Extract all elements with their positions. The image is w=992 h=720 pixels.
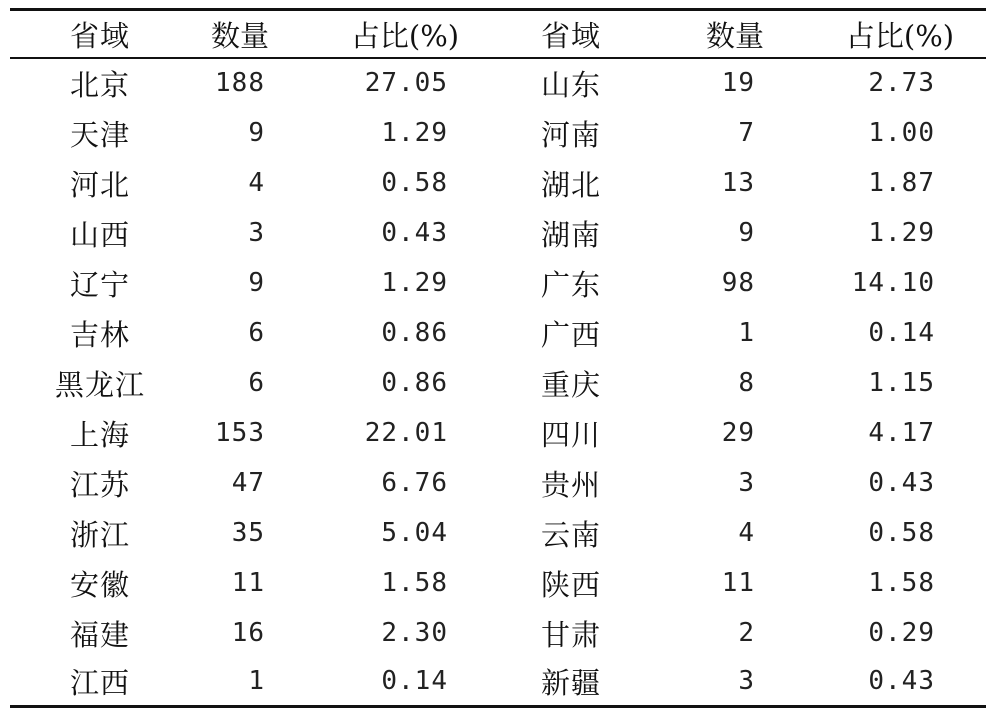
count-cell: 188 — [215, 68, 265, 98]
table-row — [10, 508, 986, 558]
share-cell: 1.58 — [868, 568, 935, 598]
province-cell: 安徽 — [69, 567, 130, 602]
count-cell: 98 — [721, 268, 755, 298]
share-cell: 2.73 — [868, 68, 935, 98]
province-cell: 黑龙江 — [54, 367, 145, 402]
table-row — [10, 108, 986, 158]
province-table — [10, 8, 986, 708]
share-cell: 5.04 — [381, 518, 448, 548]
count-cell: 19 — [721, 68, 755, 98]
province-cell: 湖北 — [540, 167, 601, 202]
count-cell: 3 — [738, 666, 755, 696]
share-cell: 22.01 — [364, 418, 448, 448]
share-cell: 14.10 — [851, 268, 935, 298]
table-row — [10, 308, 986, 358]
table-header-row — [10, 11, 986, 57]
province-cell: 广西 — [540, 317, 601, 352]
header-count-2: 数量 — [705, 18, 764, 53]
count-cell: 9 — [248, 268, 265, 298]
province-cell: 天津 — [69, 117, 130, 152]
share-cell: 0.58 — [868, 518, 935, 548]
share-cell: 1.29 — [868, 218, 935, 248]
share-cell: 0.86 — [381, 318, 448, 348]
province-cell: 福建 — [69, 617, 130, 652]
share-cell: 1.15 — [868, 368, 935, 398]
share-cell: 27.05 — [364, 68, 448, 98]
table-row — [10, 358, 986, 408]
province-cell: 吉林 — [69, 317, 130, 352]
share-cell: 0.43 — [868, 666, 935, 696]
count-cell: 9 — [248, 118, 265, 148]
count-cell: 16 — [231, 618, 265, 648]
count-cell: 3 — [738, 468, 755, 498]
province-cell: 广东 — [540, 267, 601, 302]
table-row — [10, 608, 986, 658]
share-cell: 0.43 — [868, 468, 935, 498]
province-cell: 贵州 — [540, 467, 601, 502]
province-cell: 江西 — [69, 665, 130, 700]
count-cell: 4 — [738, 518, 755, 548]
table-bottom-rule — [10, 705, 986, 708]
count-cell: 13 — [721, 168, 755, 198]
province-cell: 甘肃 — [540, 617, 601, 652]
count-cell: 8 — [738, 368, 755, 398]
count-cell: 9 — [738, 218, 755, 248]
count-cell: 153 — [215, 418, 265, 448]
province-cell: 湖南 — [540, 217, 601, 252]
count-cell: 47 — [231, 468, 265, 498]
table-row — [10, 558, 986, 608]
count-cell: 11 — [721, 568, 755, 598]
share-cell: 1.58 — [381, 568, 448, 598]
count-cell: 4 — [248, 168, 265, 198]
province-cell: 陕西 — [540, 567, 601, 602]
table-row — [10, 458, 986, 508]
share-cell: 0.43 — [381, 218, 448, 248]
count-cell: 6 — [248, 368, 265, 398]
table-row — [10, 258, 986, 308]
share-cell: 0.29 — [868, 618, 935, 648]
share-cell: 4.17 — [868, 418, 935, 448]
table-row — [10, 208, 986, 258]
province-cell: 山东 — [540, 67, 601, 102]
count-cell: 1 — [738, 318, 755, 348]
header-province-1: 省域 — [69, 18, 130, 53]
table-row — [10, 658, 986, 704]
table-row — [10, 58, 986, 108]
share-cell: 0.86 — [381, 368, 448, 398]
share-cell: 0.58 — [381, 168, 448, 198]
count-cell: 29 — [721, 418, 755, 448]
header-share-1: 占比(%) — [350, 18, 460, 53]
share-cell: 1.00 — [868, 118, 935, 148]
share-cell: 2.30 — [381, 618, 448, 648]
count-cell: 3 — [248, 218, 265, 248]
share-cell: 1.29 — [381, 268, 448, 298]
province-cell: 河南 — [540, 117, 601, 152]
share-cell: 1.87 — [868, 168, 935, 198]
share-cell: 1.29 — [381, 118, 448, 148]
province-cell: 新疆 — [540, 665, 601, 700]
header-share-2: 占比(%) — [845, 18, 955, 53]
province-cell: 山西 — [69, 217, 130, 252]
table-row — [10, 158, 986, 208]
province-cell: 辽宁 — [69, 267, 130, 302]
share-cell: 0.14 — [381, 666, 448, 696]
header-count-1: 数量 — [210, 18, 269, 53]
count-cell: 7 — [738, 118, 755, 148]
count-cell: 35 — [231, 518, 265, 548]
province-cell: 河北 — [69, 167, 130, 202]
share-cell: 6.76 — [381, 468, 448, 498]
count-cell: 2 — [738, 618, 755, 648]
province-cell: 重庆 — [540, 367, 601, 402]
province-cell: 上海 — [69, 417, 130, 452]
province-cell: 云南 — [540, 517, 601, 552]
count-cell: 1 — [248, 666, 265, 696]
province-cell: 浙江 — [69, 517, 130, 552]
share-cell: 0.14 — [868, 318, 935, 348]
province-cell: 北京 — [69, 67, 130, 102]
table-row — [10, 408, 986, 458]
header-province-2: 省域 — [540, 18, 601, 53]
count-cell: 11 — [231, 568, 265, 598]
province-cell: 四川 — [540, 417, 601, 452]
province-cell: 江苏 — [69, 467, 130, 502]
count-cell: 6 — [248, 318, 265, 348]
